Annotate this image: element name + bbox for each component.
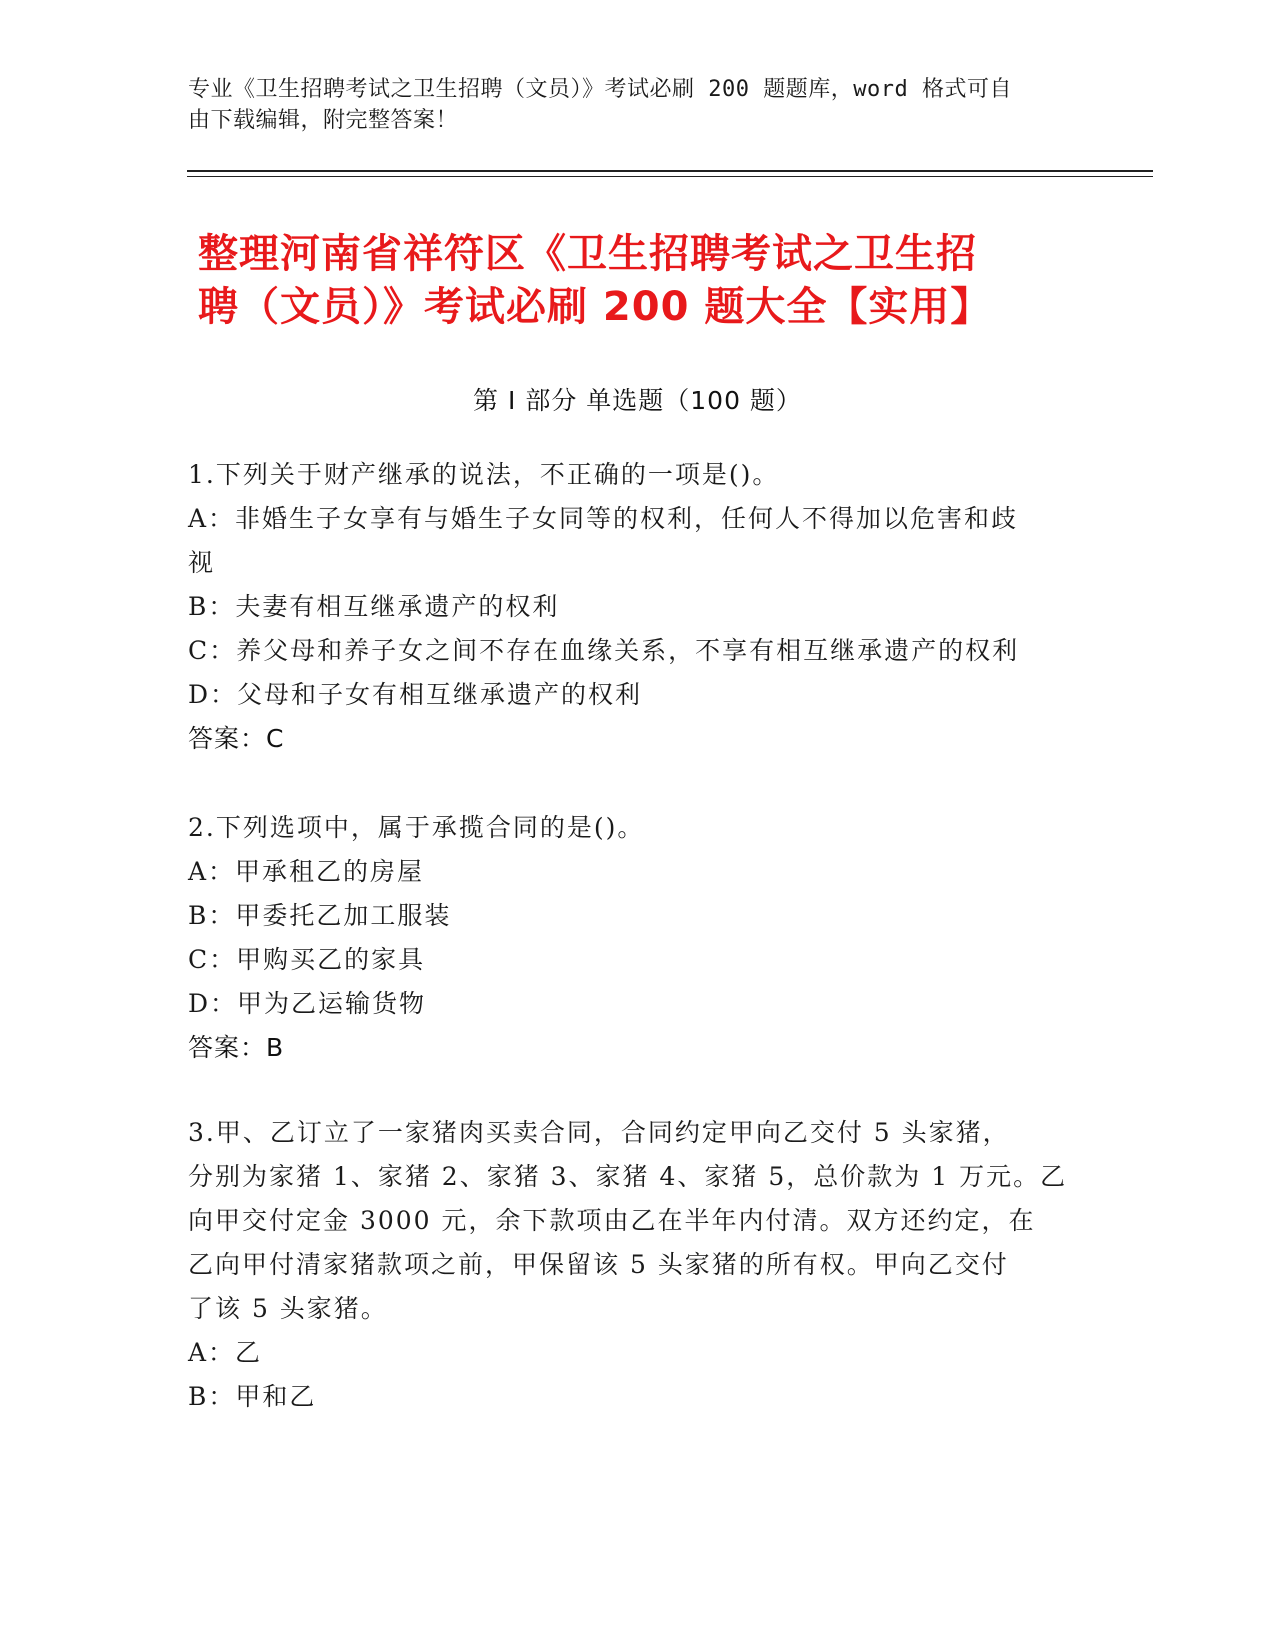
- title-line: 聘（文员）》考试必刷 200 题大全【实用】: [198, 284, 992, 330]
- option-d: D：父母和子女有相互继承遗产的权利: [188, 680, 643, 709]
- question-stem-line: 了该 5 头家猪。: [188, 1294, 388, 1323]
- header-divider-thick: [187, 170, 1153, 172]
- header-divider-thin: [187, 176, 1153, 177]
- option-b: B：夫妻有相互继承遗产的权利: [188, 592, 560, 621]
- header-note: [188, 74, 1068, 136]
- question-stem-line: 分别为家猪 1、家猪 2、家猪 3、家猪 4、家猪 5，总价款为 1 万元。乙: [188, 1162, 1068, 1191]
- option-a: A：乙: [188, 1338, 263, 1367]
- option-d: D：甲为乙运输货物: [188, 989, 427, 1018]
- question-2: [188, 806, 644, 1026]
- question-stem: 1.下列关于财产继承的说法，不正确的一项是()。: [188, 460, 780, 489]
- answer-2: 答案：B: [188, 1033, 285, 1062]
- option-b: B：甲和乙: [188, 1382, 317, 1411]
- option-c: C：甲购买乙的家具: [188, 945, 426, 974]
- option-a: A：非婚生子女享有与婚生子女同等的权利，任何人不得加以危害和歧: [188, 504, 1019, 533]
- document-title: [198, 228, 1098, 334]
- answer-1: 答案：C: [188, 724, 285, 753]
- header-note-line: 专业《卫生招聘考试之卫生招聘（文员）》考试必刷 200 题题库，word 格式可自: [188, 77, 1012, 102]
- option-c: C：养父母和养子女之间不存在血缘关系，不享有相互继承遗产的权利: [188, 636, 1020, 665]
- question-3: [188, 1111, 1067, 1419]
- option-b: B：甲委托乙加工服装: [188, 901, 452, 930]
- question-stem: 2.下列选项中，属于承揽合同的是()。: [188, 813, 645, 842]
- header-note-line: 由下载编辑，附完整答案！: [188, 108, 459, 133]
- section-heading: 第 I 部分 单选题（100 题）: [473, 386, 802, 415]
- question-stem-line: 向甲交付定金 3000 元，余下款项由乙在半年内付清。双方还约定，在: [188, 1206, 1036, 1235]
- title-line: 整理河南省祥符区《卫生招聘考试之卫生招: [198, 231, 977, 277]
- question-1: [188, 453, 1019, 717]
- question-stem-line: 3.甲、乙订立了一家猪肉买卖合同，合同约定甲向乙交付 5 头家猪，: [188, 1118, 1010, 1147]
- option-a-continued: 视: [188, 548, 216, 577]
- option-a: A：甲承租乙的房屋: [188, 857, 425, 886]
- question-stem-line: 乙向甲付清家猪款项之前，甲保留该 5 头家猪的所有权。甲向乙交付: [188, 1250, 1009, 1279]
